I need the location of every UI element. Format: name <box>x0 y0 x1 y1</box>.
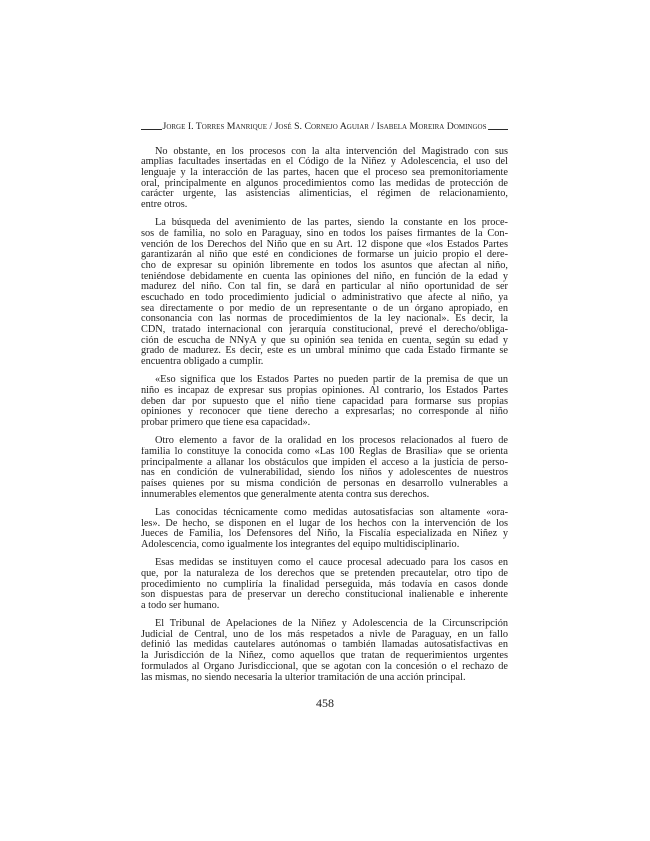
text-line: procedimiento no cumpliría la finalidad perseguida, más todavía en casos donde <box>141 579 508 590</box>
text-line: carácter urgente, las asistencias alimenticias, el régimen de relacionamiento, <box>141 189 508 200</box>
text-line: amplias facultades insertadas en el Código de la Niñez y Adolescencia, el uso del <box>141 157 508 168</box>
running-header <box>141 121 508 133</box>
text-line: que, por la naturaleza de los derechos que se pretenden precautelar, otro tipo de <box>141 568 508 579</box>
text-line: ción de escucha de NNyA y que su opinión sea tenida en cuenta, según su edad y <box>141 335 508 346</box>
text-line: lenguaje y la interacción de las partes, hacen que el proceso sea premonitoriamente <box>141 167 508 178</box>
text-line: innumerables elementos que generalmente atenta contra sus derechos. <box>141 489 430 500</box>
paragraph <box>141 375 508 428</box>
text-line: Las conocidas técnicamente como medidas autosatisfacias son altamente «ora- <box>155 507 508 518</box>
text-line: cho de expresar su opinión libremente en todos los asuntos que afectan al niño, <box>141 260 508 271</box>
paragraph <box>141 436 508 500</box>
text-line: niño es incapaz de expresar sus propias opiniones. Al contrario, los Estados Partes <box>141 386 508 397</box>
text-line: opiniones y reconocer que tiene derecho a expresarlas; no corresponde al niño <box>141 407 508 418</box>
text-line: familia lo constituye la conocida como «Las 100 Reglas de Brasilia» que se orienta <box>141 446 508 457</box>
text-line: la Jurisdicción de la Niñez, como aquellos que tratan de requerimientos urgentes <box>141 651 508 662</box>
text-line: escuchado en todo procedimiento judicial o administrativo que afecte al niño, ya <box>141 293 508 304</box>
text-line: nas en condición de vulnerabilidad, siendo los niños y adolescentes de nuestros <box>141 468 508 479</box>
text-line: Adolescencia, como igualmente los integrantes del equipo multidisciplinario. <box>141 539 460 550</box>
header-authors: Jorge I. Torres Manrique / José S. Cornejo Aguiar / Isabela Moreira Domingos <box>162 121 487 132</box>
paragraph <box>141 558 508 611</box>
text-line: entre otros. <box>141 200 188 211</box>
page-number: 458 <box>316 696 334 710</box>
text-line: Otro elemento a favor de la oralidad en los procesos relacionados al fuero de <box>155 436 508 447</box>
text-line: consonancia con las normas de procedimientos de la ley nacional». Es decir, la <box>141 314 508 325</box>
text-line: a todo ser humano. <box>141 600 220 611</box>
text-line: probar primero que tiene esa capacidad». <box>141 418 311 429</box>
text-line: teniéndose debidamente en cuenta las opiniones del niño, en función de la edad y <box>141 271 508 282</box>
header-rule-left <box>141 129 162 130</box>
header-rule-right <box>488 129 509 130</box>
text-line: países quienes por su misma condición de personas en desarrollo vulnerables a <box>141 479 508 490</box>
text-line: CDN, tratado internacional con jerarquía constitucional, prevé el derecho/obliga- <box>141 325 508 336</box>
text-line: oral, principalmente en algunos procedimientos como las medidas de protección de <box>141 178 508 189</box>
text-line: Judicial de Central, uno de los más respetados a nivle de Paraguay, en un fallo <box>141 629 508 640</box>
text-line: madurez del niño. Con tal fin, se dará en particular al niño oportunidad de ser <box>141 282 508 293</box>
text-line: «Eso significa que los Estados Partes no pueden partir de la premisa de que un <box>155 375 508 386</box>
text-line: grado de madurez. Es decir, este es un umbral mínimo que cada Estado firmante se <box>141 346 508 357</box>
paragraph <box>141 218 508 368</box>
text-line: sos de familia, no solo en Paraguay, sino en todos los países firmantes de la Con- <box>141 228 508 239</box>
paragraph <box>141 508 508 551</box>
text-line: las mismas, no siendo necesaria la ulterior tramitación de una acción principal. <box>141 672 466 683</box>
text-line: garantizarán al niño que esté en condiciones de formarse un juicio propio el dere- <box>141 250 508 261</box>
text-line: No obstante, en los procesos con la alta intervención del Magistrado con sus <box>155 146 508 157</box>
text-line: Esas medidas se instituyen como el cauce procesal adecuado para los casos en <box>155 558 508 569</box>
text-line: definió las medidas cautelares autónomas o también llamadas autosatisfactivas en <box>141 640 508 651</box>
paragraph <box>141 619 508 683</box>
text-line: La búsqueda del avenimiento de las partes, siendo la constante en los proce- <box>155 218 508 229</box>
text-line: principalmente a allanar los obstáculos que impiden el acceso a la justicia de perso- <box>141 457 508 468</box>
text-line: vención de los Derechos del Niño que en su Art. 12 dispone que «los Estados Partes <box>141 239 508 250</box>
text-line: Jueces de Familia, los Defensores del Niño, la Fiscalía especializada en Niñez y <box>141 529 508 540</box>
text-line: formulados al Órgano Jurisdiccional, que se agotan con la concesión o el rechazo de <box>141 661 508 672</box>
text-line: son dispuestas para de preservar un derecho constitucional inalienable e inherente <box>141 590 508 601</box>
text-line: les». De hecho, se disponen en el lugar de los hechos con la intervención de los <box>141 518 508 529</box>
text-line: encuentra obligado a cumplir. <box>141 357 264 368</box>
paragraph <box>141 147 508 211</box>
body-text <box>141 147 508 684</box>
text-line: El Tribunal de Apelaciones de la Niñez y Adolescencia de la Circunscripción <box>155 619 508 630</box>
text-line: sea directamente o por medio de un representante o de un órgano apropiado, en <box>141 303 508 314</box>
text-line: deben dar por supuesto que el niño tiene capacidad para formarse sus propias <box>141 396 508 407</box>
